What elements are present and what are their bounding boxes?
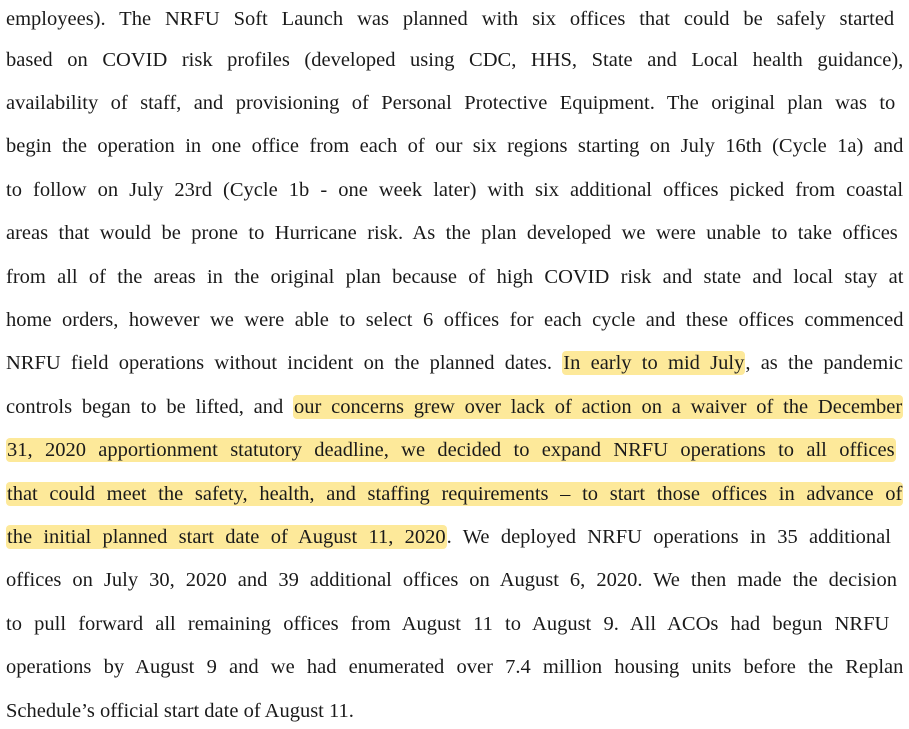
text-segment: home orders, however we were able to select 6 offices for each cycle and these offices commenced [6,309,904,331]
text-line [6,435,896,465]
highlighted-text: that could meet the safety, health, and staffing requirements – to start those offices in advance of [7,483,903,505]
text-line [6,305,903,335]
text-segment: Schedule’s official start date of August 11. [6,700,354,722]
text-segment: , as the pandemic [745,352,904,374]
text-segment: operations by August 9 and we had enumerated over 7.4 million housing units before the Replan [6,656,904,678]
highlighted-text: In early to mid July [563,352,745,374]
text-segment: NRFU field operations without incident on the planned dates. [6,352,563,374]
text-line [6,479,903,509]
text-line [6,609,889,639]
text-segment: begin the operation in one office from each of our six regions starting on July 16th (Cycle 1a) and [6,135,904,157]
text-segment: to follow on July 23rd (Cycle 1b - one week later) with six additional offices picked from coastal [6,179,904,201]
text-line [6,522,891,552]
text-line [6,262,903,292]
text-line [6,348,903,378]
text-segment: . We deployed NRFU operations in 35 additional [446,526,891,548]
text-line [6,4,894,34]
text-line [6,45,903,75]
text-line [6,392,903,422]
highlighted-text: our concerns grew over lack of action on a waiver of the December [294,396,903,418]
text-line [6,218,898,248]
text-line [6,88,895,118]
text-line [6,565,897,595]
text-segment: availability of staff, and provisioning of Personal Protective Equipment. The original plan was to [6,92,896,114]
text-line [6,175,903,205]
text-segment: areas that would be prone to Hurricane risk. As the plan developed we were unable to take offices [6,222,898,244]
text-segment: to pull forward all remaining offices from August 11 to August 9. All ACOs had begun NRFU [6,613,890,635]
text-line [6,131,903,161]
text-segment: controls began to be lifted, and [6,396,294,418]
text-segment: offices on July 30, 2020 and 39 additional offices on August 6, 2020. We then made the decision [6,569,898,591]
text-segment: based on COVID risk profiles (developed using CDC, HHS, State and Local health guidance), [6,49,904,71]
text-segment: employees). The NRFU Soft Launch was planned with six offices that could be safely started [6,8,895,30]
highlighted-text: the initial planned start date of August 11, 2020 [7,526,446,548]
text-line [6,652,903,682]
highlighted-text: 31, 2020 apportionment statutory deadline, we decided to expand NRFU operations to all offices [7,439,895,461]
text-segment: from all of the areas in the original plan because of high COVID risk and state and local stay at [6,266,904,288]
text-line [6,696,354,726]
